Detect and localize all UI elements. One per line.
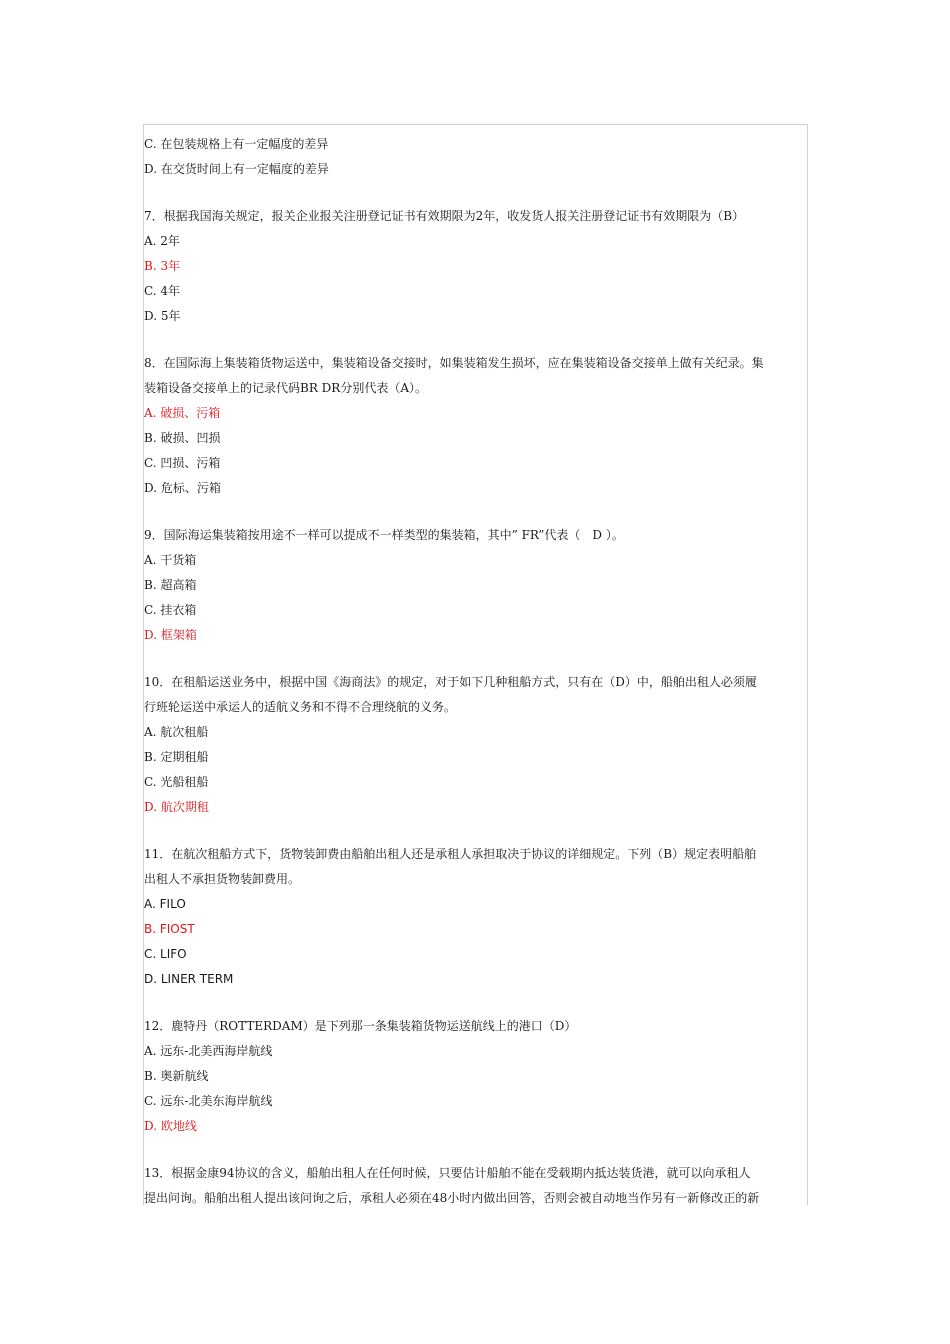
question-text: 10．在租船运送业务中，根据中国《海商法》的规定，对于如下几种租船方式，只有在（D）中，船舶出租人必须履 bbox=[144, 675, 757, 689]
option-c: C. 凹损、污箱 bbox=[144, 456, 221, 470]
option-b: B. 超高箱 bbox=[144, 578, 197, 592]
question-13 bbox=[144, 1161, 807, 1205]
option-d-answer: D. 航次期租 bbox=[144, 800, 209, 814]
option-b: B. 奥新航线 bbox=[144, 1069, 209, 1083]
option-a: A. 干货箱 bbox=[144, 553, 197, 567]
option-b: B. 破损、凹损 bbox=[144, 431, 221, 445]
option-d: D. 在交货时间上有一定幅度的差异 bbox=[144, 162, 329, 176]
question-7 bbox=[144, 204, 807, 329]
option-c: C. 光船租船 bbox=[144, 775, 209, 789]
option-a: A. 航次租船 bbox=[144, 725, 209, 739]
option-d: D. 5年 bbox=[144, 309, 181, 323]
question-9 bbox=[144, 523, 807, 648]
option-d-answer: D. 框架箱 bbox=[144, 628, 197, 642]
question-text: 11．在航次租船方式下，货物装卸费由船舶出租人还是承租人承担取决于协议的详细规定。下列（B）规定表明船舶 bbox=[144, 847, 757, 861]
question-text-cont: 装箱设备交接单上的记录代码BR DR分别代表（A）。 bbox=[144, 381, 427, 395]
question-text-cont: 提出问询。船舶出租人提出该问询之后，承租人必须在48小时内做出回答，否则会被自动地当作另有一新修改正的新 bbox=[144, 1191, 760, 1205]
question-text: 7．根据我国海关规定，报关企业报关注册登记证书有效期限为2年，收发货人报关注册登记证书有效期限为（B） bbox=[144, 209, 745, 223]
option-b-answer: B. FIOST bbox=[144, 922, 195, 936]
option-c: C. 4年 bbox=[144, 284, 181, 298]
question-text: 13．根据金康94协议的含义，船舶出租人在任何时候，只要估计船舶不能在受载期内抵达装货港，就可以向承租人 bbox=[144, 1166, 751, 1180]
option-b: B. 定期租船 bbox=[144, 750, 209, 764]
question-10 bbox=[144, 670, 807, 820]
question-12 bbox=[144, 1014, 807, 1139]
option-a-answer: A. 破损、污箱 bbox=[144, 406, 221, 420]
option-a: A. 2年 bbox=[144, 234, 180, 248]
option-c: C. 在包装规格上有一定幅度的差异 bbox=[144, 137, 329, 151]
question-list bbox=[144, 132, 807, 1205]
question-text: 12．鹿特丹（ROTTERDAM）是下列那一条集装箱货物运送航线上的港口（D） bbox=[144, 1019, 577, 1033]
option-b-answer: B. 3年 bbox=[144, 259, 181, 273]
option-c: C. 远东-北美东海岸航线 bbox=[144, 1094, 273, 1108]
question-text-cont: 行班轮运送中承运人的适航义务和不得不合理绕航的义务。 bbox=[144, 700, 457, 714]
question-8 bbox=[144, 351, 807, 501]
question-11 bbox=[144, 842, 807, 992]
document-page bbox=[143, 124, 808, 1205]
question-text: 8．在国际海上集装箱货物运送中，集装箱设备交接时，如集装箱发生损坏，应在集装箱设备交接单上做有关纪录。集 bbox=[144, 356, 764, 370]
option-a: A. FILO bbox=[144, 897, 186, 911]
option-a: A. 远东-北美西海岸航线 bbox=[144, 1044, 273, 1058]
option-d-answer: D. 欧地线 bbox=[144, 1119, 197, 1133]
option-d: D. LINER TERM bbox=[144, 972, 234, 986]
question-text-cont: 出租人不承担货物装卸费用。 bbox=[144, 872, 301, 886]
option-d: D. 危标、污箱 bbox=[144, 481, 221, 495]
question-text: 9．国际海运集装箱按用途不一样可以提成不一样类型的集装箱，其中” FR”代表（ D ）。 bbox=[144, 528, 624, 542]
option-c: C. LIFO bbox=[144, 947, 187, 961]
option-c: C. 挂衣箱 bbox=[144, 603, 197, 617]
